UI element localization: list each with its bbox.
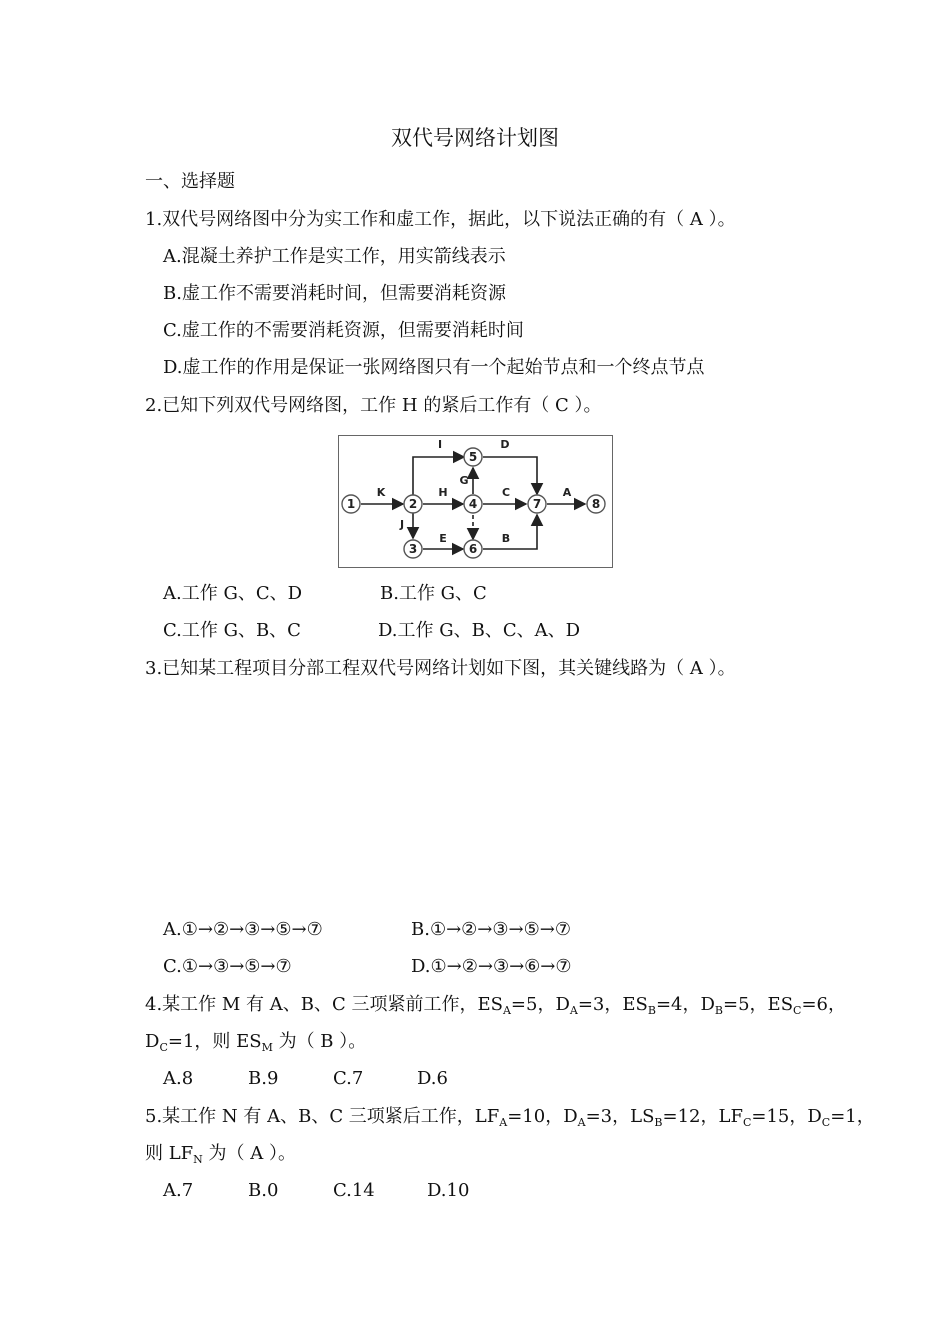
q4-option-d: D.6 — [417, 1068, 448, 1089]
edge-c-label: C — [501, 486, 511, 499]
q4-option-c: C.7 — [333, 1068, 364, 1089]
edge-a-label: A — [562, 486, 572, 499]
edge-h-label: H — [438, 486, 448, 499]
q1-option-a: A.混凝土养护工作是实工作，用实箭线表示 — [163, 246, 506, 267]
node-5-label: 5 — [468, 450, 478, 464]
q5-option-b: B.0 — [248, 1180, 279, 1201]
edge-i-label: I — [437, 438, 443, 451]
page-title: 双代号网络计划图 — [391, 126, 559, 150]
q5-stem-line1: 5.某工作 N 有 A、B、C 三项紧后工作，$LF_A=10$，$D_A=3$，$LS_B=12$，$LF_C=15$，$D_C=1$， — [145, 1106, 875, 1129]
q2-option-d: D.工作 G、B、C、A、D — [378, 620, 581, 641]
q4-stem-line2: $D_C=1$，则 $ES_M$ 为（ B ）。 — [145, 1031, 367, 1054]
node-6-label: 6 — [468, 542, 478, 556]
node-3-label: 3 — [408, 542, 418, 556]
q1-stem: 1.双代号网络图中分为实工作和虚工作，据此，以下说法正确的有（ A ）。 — [145, 209, 736, 230]
edge-g-label: G — [459, 474, 469, 487]
q4-option-a: A.8 — [163, 1068, 194, 1089]
q5-option-a: A.7 — [163, 1180, 194, 1201]
node-7-label: 7 — [532, 497, 542, 511]
q5-option-d: D.10 — [427, 1180, 470, 1201]
q5-option-c: C.14 — [333, 1180, 375, 1201]
q2-option-b: B.工作 G、C — [380, 583, 487, 604]
edge-d-label: D — [500, 438, 510, 451]
q1-option-b: B.虚工作不需要消耗时间，但需要消耗资源 — [163, 283, 506, 304]
q2-option-a: A.工作 G、C、D — [163, 583, 303, 604]
q3-stem: 3.已知某工程项目分部工程双代号网络计划如下图，其关键线路为（ A ）。 — [145, 658, 736, 679]
q5-stem-line2: 则 $LF_N$ 为（ A ）。 — [145, 1143, 296, 1166]
edge-k-label: K — [376, 486, 386, 499]
q1-option-d: D.虚工作的作用是保证一张网络图只有一个起始节点和一个终点节点 — [163, 357, 705, 378]
q4-stem-line1: 4.某工作 M 有 A、B、C 三项紧前工作，$ES_A=5$，$D_A=3$，$ES_B=4$，$D_B=5$，$ES_C=6$， — [145, 994, 846, 1017]
q4-option-b: B.9 — [248, 1068, 279, 1089]
network-diagram — [338, 435, 613, 568]
q3-option-b: B.①→②→③→⑤→⑦ — [411, 919, 571, 940]
q3-option-c: C.①→③→⑤→⑦ — [163, 956, 292, 977]
q1-option-c: C.虚工作的不需要消耗资源，但需要消耗时间 — [163, 320, 524, 341]
q3-option-a: A.①→②→③→⑤→⑦ — [163, 919, 323, 940]
q2-stem: 2.已知下列双代号网络图，工作 H 的紧后工作有（ C ）。 — [145, 395, 602, 416]
edge-e-label: E — [439, 532, 447, 545]
node-8-label: 8 — [591, 497, 601, 511]
edge-j-label: J — [399, 518, 405, 531]
edge-b-label: B — [501, 532, 511, 545]
q3-option-d: D.①→②→③→⑥→⑦ — [411, 956, 572, 977]
section-heading: 一、选择题 — [145, 171, 235, 192]
node-4-label: 4 — [468, 497, 478, 511]
q2-option-c: C.工作 G、B、C — [163, 620, 301, 641]
node-1-label: 1 — [346, 497, 356, 511]
node-2-label: 2 — [408, 497, 418, 511]
